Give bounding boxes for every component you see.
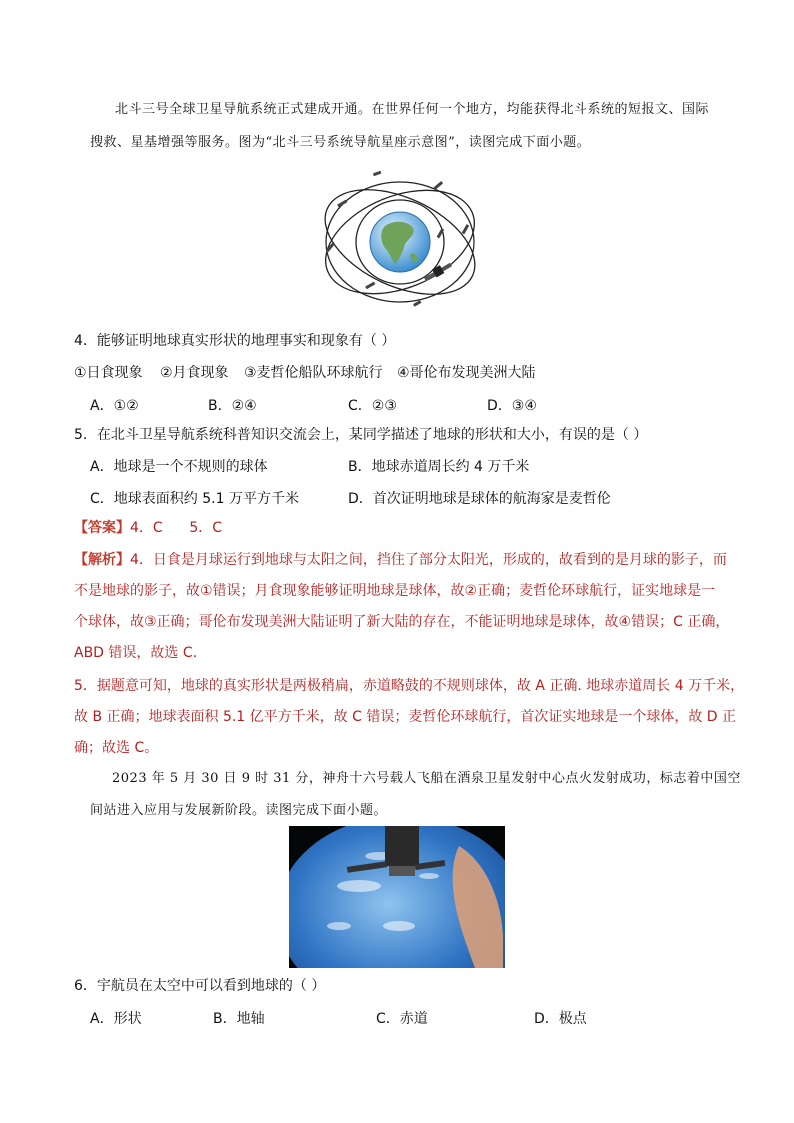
q4-fact-4: ④哥伦布发现美洲大陆 [397, 365, 536, 381]
analysis-text-1: 4．日食是月球运行到地球与太阳之间，挡住了部分太阳光，形成的，故看到的是月球的影子，而 [130, 552, 727, 568]
q6-option-a[interactable]: A．形状 [90, 1011, 142, 1027]
analysis-line-3: 个球体，故③正确；哥伦布发现美洲大陆证明了新大陆的存在，不能证明地球是球体，故④错误；C 正确， [74, 614, 730, 630]
q5-option-d[interactable]: D．首次证明地球是球体的航海家是麦哲伦 [348, 491, 611, 507]
analysis-line-6: 故 B 正确；地球表面积 5.1 亿平方千米，故 C 错误；麦哲伦环球航行，首次证实地球是一个球体，故 D 正 [74, 709, 737, 725]
earth-from-space-photo [289, 826, 505, 968]
q4-option-d[interactable]: D．③④ [487, 398, 537, 414]
answer-text: 4．C 5．C [130, 520, 223, 536]
answer-line [74, 518, 222, 538]
satellite-constellation-figure [315, 168, 485, 316]
q5-option-b[interactable]: B．地球赤道周长约 4 万千米 [348, 459, 530, 475]
q4-fact-2: ②月食现象 [160, 365, 229, 381]
satellite-icon [424, 263, 452, 281]
q4-stem: 4．能够证明地球真实形状的地理事实和现象有（ ） [74, 333, 396, 349]
q6-stem: 6．宇航员在太空中可以看到地球的（ ） [74, 978, 326, 994]
intro1-line2: 搜救、星基增强等服务。图为“北斗三号系统导航星座示意图”，读图完成下面小题。 [90, 135, 591, 150]
q4-option-b[interactable]: B．②④ [208, 398, 257, 414]
analysis-line-4: ABD 错误，故选 C. [74, 645, 198, 661]
intro2-line2: 间站进入应用与发展新阶段。读图完成下面小题。 [90, 803, 388, 818]
q6-option-d[interactable]: D．极点 [534, 1011, 587, 1027]
intro2-line1: 2023 年 5 月 30 日 9 时 31 分，神舟十六号载人飞船在酒泉卫星发射中心点火发射成功，标志着中国空 [112, 771, 741, 786]
q4-option-c[interactable]: C．②③ [348, 398, 397, 414]
analysis-line-5: 5．据题意可知，地球的真实形状是两极稍扁，赤道略鼓的不规则球体，故 A 正确. 地球赤道周长 4 万千米， [74, 678, 745, 694]
q4-fact-3: ③麦哲伦船队环球航行 [244, 365, 383, 381]
intro1-line1: 北斗三号全球卫星导航系统正式建成开通。在世界任何一个地方，均能获得北斗系统的短报文、国际 [115, 102, 710, 117]
analysis-tag: 【解析】 [74, 552, 130, 568]
q5-option-a[interactable]: A．地球是一个不规则的球体 [90, 459, 268, 475]
analysis-line-1 [74, 550, 727, 570]
q4-fact-1: ①日食现象 [74, 365, 143, 381]
q6-option-c[interactable]: C．赤道 [376, 1011, 428, 1027]
answer-tag: 【答案】 [74, 520, 130, 536]
analysis-line-7: 确；故选 C。 [74, 740, 159, 756]
q5-option-c[interactable]: C．地球表面积约 5.1 万平方千米 [90, 491, 299, 507]
q4-option-a[interactable]: A．①② [90, 398, 139, 414]
q6-option-b[interactable]: B．地轴 [213, 1011, 265, 1027]
q5-stem: 5．在北斗卫星导航系统科普知识交流会上，某同学描述了地球的形状和大小，有误的是（ ） [74, 427, 648, 443]
analysis-line-2: 不是地球的影子，故①错误；月食现象能够证明地球是球体，故②正确；麦哲伦环球航行，证实地球是一 [74, 583, 716, 599]
